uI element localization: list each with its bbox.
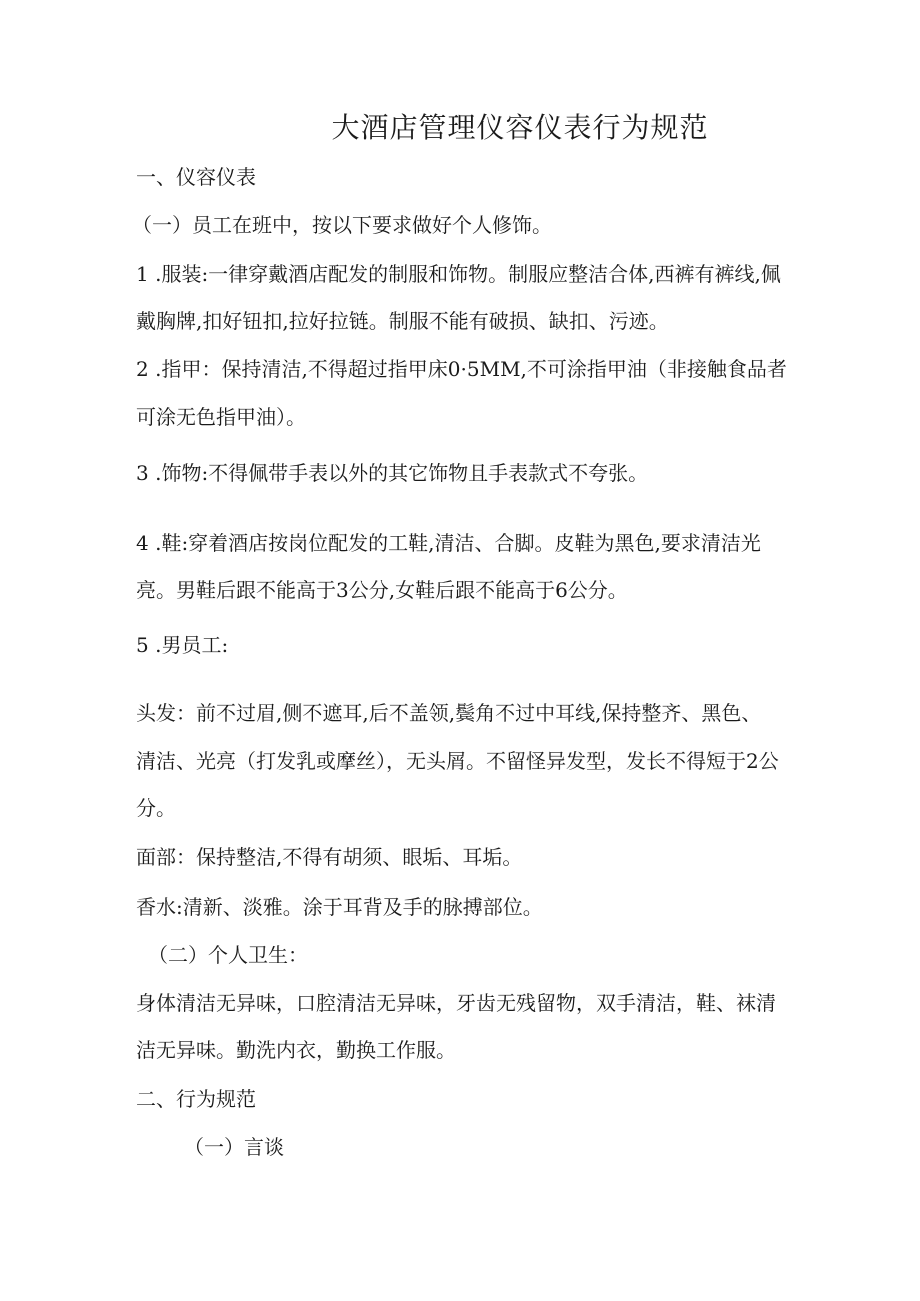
hair-rule-line1: 头发：前不过眉,侧不遮耳,后不盖领,鬓角不过中耳线,保持整齐、黑色、 [136,701,762,725]
face-rule: 面部：保持整洁,不得有胡须、眼垢、耳垢。 [136,845,523,869]
item-uniform-line2: 戴胸牌,扣好钮扣,拉好拉链。制服不能有破损、缺扣、污迹。 [136,309,669,333]
item-nails-line1: 2 .指甲：保持清洁,不得超过指甲床0·5MM,不可涂指甲油（非接触食品者 [136,357,787,381]
item-accessories: 3 .饰物:不得佩带手表以外的其它饰物且手表款式不夸张。 [136,461,649,485]
item-uniform-line1: 1 .服装:一律穿戴酒店配发的制服和饰物。制服应整洁合体,西裤有裤线,佩 [136,262,781,286]
hair-rule-line2: 清洁、光亮（打发乳或摩丝），无头屑。不留怪异发型，发长不得短于2公 [136,749,779,773]
hygiene-rule-line1: 身体清洁无异味，口腔清洁无异味，牙齿无残留物，双手清洁，鞋、袜清 [136,991,776,1015]
subsection-heading-grooming: （一）员工在班中，按以下要求做好个人修饰。 [132,213,552,237]
subsection-heading-speech: （一）言谈 [184,1135,284,1159]
item-male-staff: 5 .男员工: [136,633,229,657]
document-title: 大酒店管理仪容仪表行为规范 [331,111,709,144]
section-heading-conduct: 二、行为规范 [136,1087,256,1111]
subsection-heading-hygiene: （二）个人卫生： [148,943,308,967]
hair-rule-line3: 分。 [136,796,176,820]
perfume-rule: 香水:清新、淡雅。涂于耳背及手的脉搏部位。 [136,895,543,919]
hygiene-rule-line2: 洁无异味。勤洗内衣，勤换工作服。 [136,1038,456,1062]
item-shoes-line1: 4 .鞋:穿着酒店按岗位配发的工鞋,清洁、合脚。皮鞋为黑色,要求清洁光 [136,531,761,555]
section-heading-appearance: 一、仪容仪表 [136,165,256,189]
item-nails-line2: 可涂无色指甲油）。 [136,405,306,429]
item-shoes-line2: 亮。男鞋后跟不能高于3公分,女鞋后跟不能高于6公分。 [136,578,628,602]
